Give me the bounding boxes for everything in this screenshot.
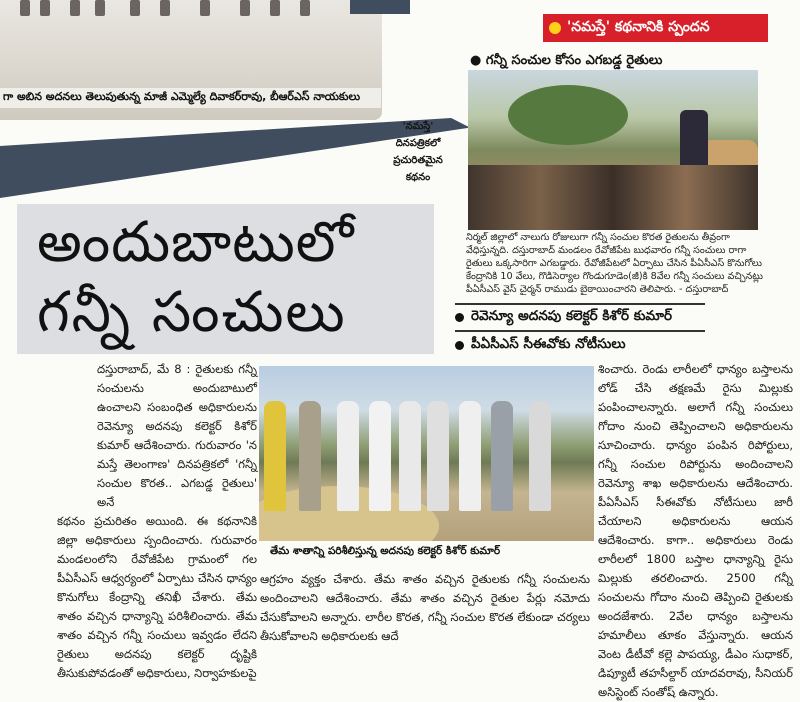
bullet-dot-icon	[549, 22, 561, 34]
farmers-photo-caption: నిర్మల్ జిల్లాలో నాలుగు రోజులుగా గన్నీ సంచుల కొరత రైతులను తీవ్రంగా వేధిస్తున్నది. దస్తురాబాద్ మండలం రేవోజీపేట బుధవారం గన్నీ సంచులు రాగా రైతులు ఒక్కసారిగా ఎగబడ్డారు. రేవోజీపేటలో ఏర్పాటు చేసిన పీఏసీఎస్ కొనుగోలు కేంద్రానికి 10 వేలు, గొడిసెర్యాల గొండుగూడెం(జీ)కి 8వేల గన్నీ సంచులు వచ్చినట్లు పీఏసీఎస్ వైస్ చైర్మన్ రాముడు బైఠాయించారని తెలిపారు. - దస్తురాబాద్	[466, 232, 763, 295]
body-column-2: ఆగ్రహం వ్యక్తం చేశారు. తేమ శాతం వచ్చిన రైతులకు గన్నీ సంచులను అందించాలని ఆదేశించారు. తేమ శాతం వచ్చిన రైతుల పేర్లు నమోదు చేసుకోవాలని అన్నారు. లారీల కొరత, గన్నీ సంచుల కొరత లేకుండా చర్యలు తీసుకోవాలని అధికారులకు ఆదే	[260, 572, 590, 643]
banner-text: 'నమస్తే' కథనానికి స్పందన	[567, 18, 710, 35]
headline-line-1: అందుబాటులో	[37, 210, 355, 275]
subhead-1: రెవెన్యూ అదనపు కలెక్టర్ కిశోర్ కుమార్	[455, 308, 672, 327]
bullet-icon	[455, 313, 464, 322]
bullet-icon	[455, 341, 464, 350]
body-column-3: శించారు. రెండు లారీలలో ధాన్యం బస్తాలను లోడ్ చేసి తక్షణమే రైసు మిల్లుకు పంపించాలన్నారు. అలాగే గన్నీ సంచులు గోదాం నుంచి తెప్పించాలని అధికారులను సూచించారు. ధాన్యం పంపిన రిపోర్టులు, గన్నీ సంచుల రిపోర్టును అందించాలని రెవెన్యూ శాఖ అధికారులను ఆదేశించారు. పీఏసీఎస్ సీఈవోకు నోటీసులు జారీ చేయాలని అధికారులను ఆయన ఆదేశించారు. కాగా.. అధికారులు రెండు లారీలలో 1800 బస్తాల ధాన్యాన్ని రైసు మిల్లుకు తరలించారు. 2500 గన్నీ సంచులను గోదాం నుంచి తెప్పించి రైతులకు అందజేశారు. 2వేల ధాన్యం బస్తాలను హమాలీలు తూకం వేస్తున్నారు. ఆయన వెంట డీటీవో కల్లె పాపయ్య, డీఎం సుధాకర్, డిప్యూటీ తహసీల్దార్ యాదవరావు, సీనియర్ అసిస్టెంట్ సంతోష్ ఉన్నారు.	[598, 362, 793, 699]
divider	[455, 330, 705, 332]
farmers-photo	[468, 70, 758, 230]
inspection-photo-caption: తేమ శాతాన్ని పరిశీలిస్తున్న అదనపు కలెక్టర్ కిశోర్ కుమార్	[270, 545, 501, 557]
headline-line-2: గన్నీ సంచులు	[37, 280, 347, 345]
headline-box	[17, 204, 434, 354]
top-photo-caption: గా అబిన అదనలు తెలుపుతున్న మాజీ ఎమ్మెల్యే దివాకర్‌రావు, బీఆర్ఎస్‌ నాయకులు	[0, 88, 381, 108]
side-note: 'నమస్తే' దినపత్రికలో ప్రచురితమైన కథనం	[393, 121, 443, 183]
photo-title: ● గన్నీ సంచుల కోసం ఎగబడ్డ రైతులు	[470, 53, 663, 68]
body-column-1b: కథనం ప్రచురితం అయింది. ఈ కథనానికి జిల్లా అధికారులు స్పందించారు. గురువారం మండలంలోని రేవోజీపేట గ్రామంలో గల పీఏసీఎస్ ఆధ్వర్యంలో ఏర్పాటు చేసిన ధాన్యం కొనుగోలు కేంద్రాన్ని తనిఖీ చేశారు. తేమ శాతం వచ్చిన ధాన్యాన్ని పరిశీలించారు. తేమ శాతం వచ్చిన గన్నీ సంచులు ఇవ్వడం లేదని రైతులు అదనపు కలెక్టర్ దృష్టికి తీసుకుపోవడంతో అధికారులు, నిర్వాహకులపై	[57, 514, 257, 680]
decorative-band-top	[350, 0, 410, 14]
divider	[455, 303, 705, 305]
subhead-2: పీఏసీఎస్ సీఈవోకు నోటీసులు	[455, 336, 626, 355]
inspection-photo	[259, 366, 594, 541]
body-column-1: దస్తురాబాద్, మే 8 : రైతులకు గన్నీ సంచులను అందుబాటులో ఉంచాలని సంబంధిత అధికారులను రెవెన్యూ అదనపు కలెక్టర్ కిశోర్ కుమార్ ఆదేశించారు. గురువారం 'న మస్తే తెలంగాణ' దినపత్రికలో 'గన్నీ సంచుల కొరత.. ఎగబడ్డ రైతులు' అనే	[97, 362, 257, 509]
response-banner	[543, 14, 768, 42]
top-left-photo	[0, 0, 382, 120]
